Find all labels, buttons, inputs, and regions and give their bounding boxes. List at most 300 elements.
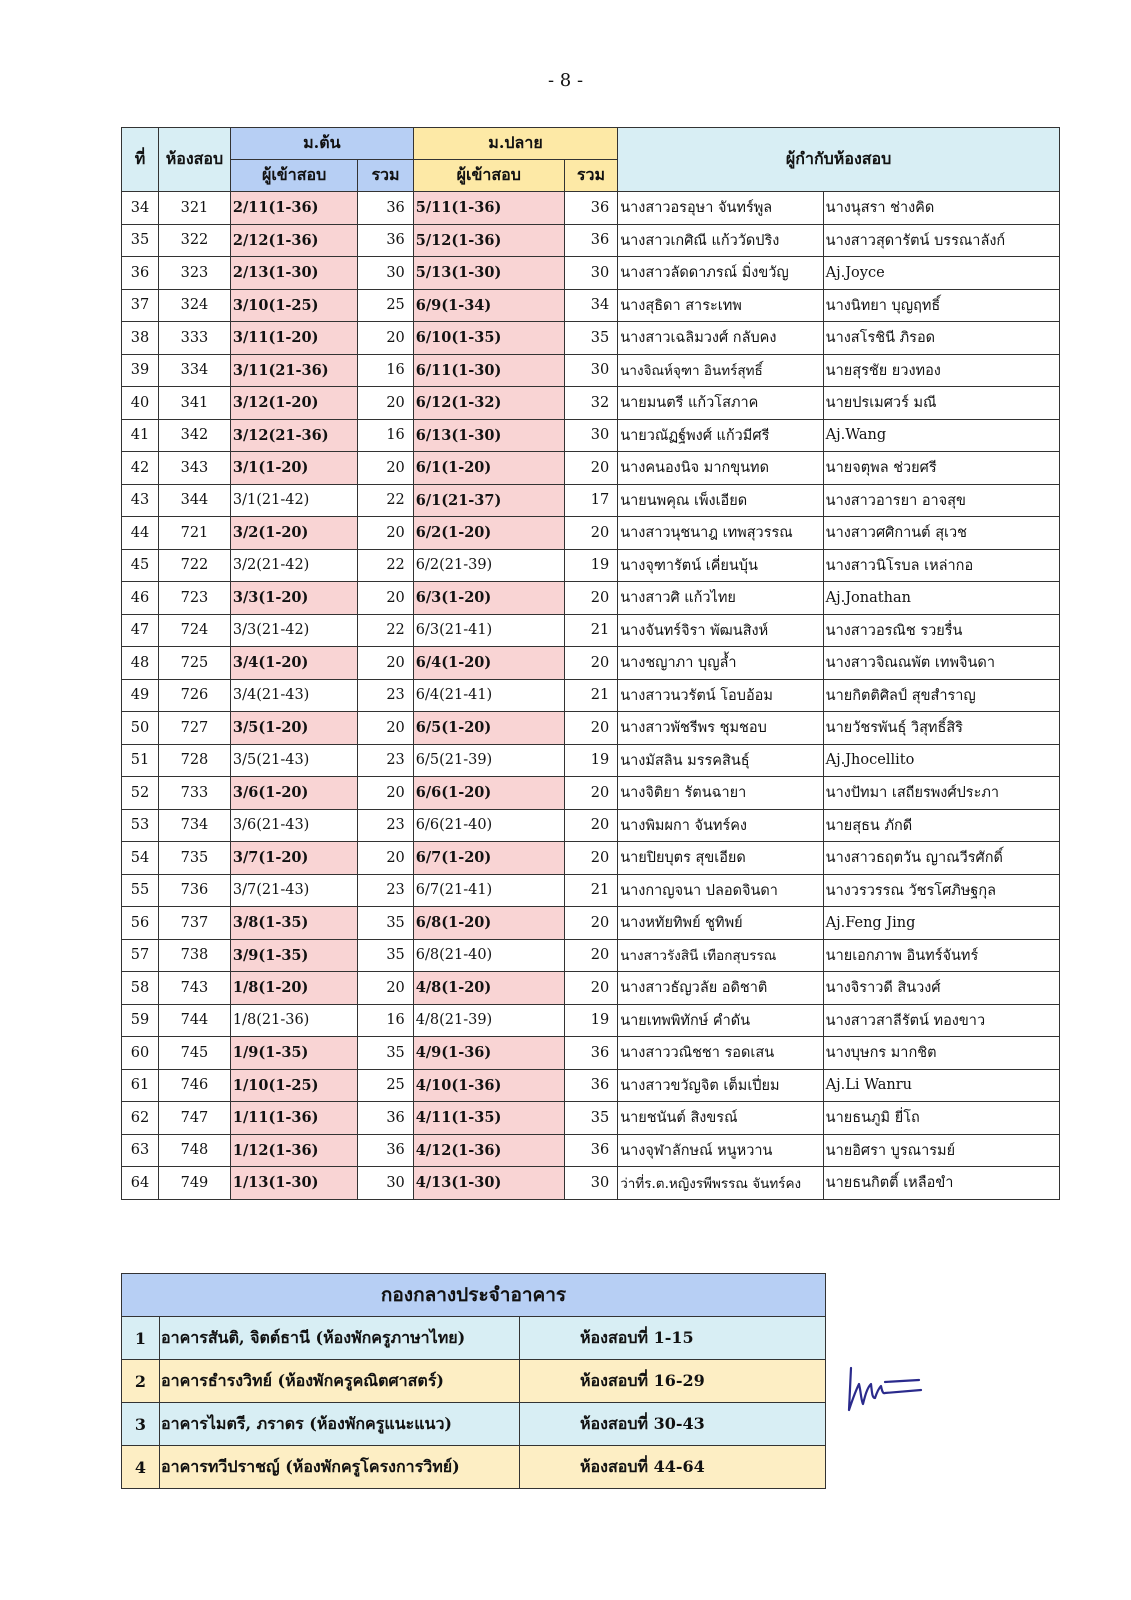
lower-examinees: 3/1(1-20)	[230, 452, 357, 485]
upper-total: 35	[564, 1102, 617, 1135]
room-number: 743	[158, 972, 230, 1005]
building-number: 3	[122, 1403, 160, 1446]
row-number: 45	[122, 549, 159, 582]
upper-total: 32	[564, 387, 617, 420]
proctor-2: นายธนภูมิ ยี่โถ	[823, 1102, 1059, 1135]
lower-examinees: 2/13(1-30)	[230, 257, 357, 290]
room-number: 344	[158, 484, 230, 517]
lower-examinees: 3/3(21-42)	[230, 614, 357, 647]
room-number: 745	[158, 1037, 230, 1070]
upper-examinees: 6/8(21-40)	[413, 939, 564, 972]
building-name: อาคารทวีปราชญ์ (ห้องพักครูโครงการวิทย์)	[160, 1446, 520, 1489]
proctor-2: นางปัทมา เสถียรพงศ์ประภา	[823, 777, 1059, 810]
building-table	[121, 1273, 826, 1489]
header-upper-examinees: ผู้เข้าสอบ	[413, 160, 564, 192]
lower-total: 36	[358, 1102, 413, 1135]
proctor-2: นางสาวสาลีรัตน์ ทองขาว	[823, 1004, 1059, 1037]
lower-examinees: 3/12(1-20)	[230, 387, 357, 420]
proctor-2: นายกิตติศิลป์ สุขสำราญ	[823, 679, 1059, 712]
proctor-1: นางคนองนิจ มากขุนทด	[618, 452, 823, 485]
building-row	[122, 1317, 826, 1360]
lower-total: 20	[358, 777, 413, 810]
room-number: 748	[158, 1134, 230, 1167]
lower-total: 20	[358, 387, 413, 420]
upper-examinees: 6/11(1-30)	[413, 354, 564, 387]
building-row	[122, 1360, 826, 1403]
upper-total: 36	[564, 1037, 617, 1070]
proctor-1: นางสาวเกศิณี แก้ววัดปริง	[618, 224, 823, 257]
table-row	[122, 257, 1060, 290]
row-number: 43	[122, 484, 159, 517]
table-row	[122, 224, 1060, 257]
room-number: 322	[158, 224, 230, 257]
proctor-1: นายวณัฏฐ์พงศ์ แก้วมีศรี	[618, 419, 823, 452]
proctor-2: นางสโรชินี ภิรอด	[823, 322, 1059, 355]
proctor-2: Aj.Jonathan	[823, 582, 1059, 615]
upper-examinees: 6/1(21-37)	[413, 484, 564, 517]
upper-examinees: 6/4(21-41)	[413, 679, 564, 712]
upper-examinees: 4/13(1-30)	[413, 1167, 564, 1200]
upper-total: 36	[564, 1134, 617, 1167]
proctor-2: นางสาวอารยา อาจสุข	[823, 484, 1059, 517]
row-number: 55	[122, 874, 159, 907]
upper-total: 20	[564, 712, 617, 745]
table-row	[122, 517, 1060, 550]
upper-examinees: 5/12(1-36)	[413, 224, 564, 257]
room-number: 724	[158, 614, 230, 647]
proctor-1: นางจุฑารัตน์ เคี่ยนบุ้น	[618, 549, 823, 582]
proctor-2: นางสาวนิโรบล เหล่ากอ	[823, 549, 1059, 582]
header-no: ที่	[122, 128, 159, 192]
lower-examinees: 3/8(1-35)	[230, 907, 357, 940]
proctor-2: นายวัชรพันธุ์ วิสุทธิ์สิริ	[823, 712, 1059, 745]
building-number: 2	[122, 1360, 160, 1403]
lower-total: 25	[358, 1069, 413, 1102]
lower-examinees: 3/2(1-20)	[230, 517, 357, 550]
lower-examinees: 3/10(1-25)	[230, 289, 357, 322]
lower-total: 20	[358, 712, 413, 745]
proctor-1: นางสาวนุชนาฎ เทพสุวรรณ	[618, 517, 823, 550]
row-number: 36	[122, 257, 159, 290]
row-number: 62	[122, 1102, 159, 1135]
header-room: ห้องสอบ	[158, 128, 230, 192]
room-number: 734	[158, 809, 230, 842]
building-table-body	[122, 1317, 826, 1489]
header-upper-total: รวม	[564, 160, 617, 192]
upper-total: 20	[564, 907, 617, 940]
upper-examinees: 4/10(1-36)	[413, 1069, 564, 1102]
lower-examinees: 1/9(1-35)	[230, 1037, 357, 1070]
lower-total: 20	[358, 322, 413, 355]
proctor-2: Aj.Feng Jing	[823, 907, 1059, 940]
upper-examinees: 6/3(21-41)	[413, 614, 564, 647]
upper-examinees: 6/7(21-41)	[413, 874, 564, 907]
lower-examinees: 3/5(21-43)	[230, 744, 357, 777]
building-row	[122, 1446, 826, 1489]
table-row	[122, 1167, 1060, 1200]
building-name: อาคารธำรงวิทย์ (ห้องพักครูคณิตศาสตร์)	[160, 1360, 520, 1403]
upper-examinees: 6/2(21-39)	[413, 549, 564, 582]
proctor-2: นางวรวรรณ วัชรโศภิษฐกุล	[823, 874, 1059, 907]
lower-total: 30	[358, 257, 413, 290]
upper-total: 30	[564, 354, 617, 387]
row-number: 57	[122, 939, 159, 972]
lower-examinees: 3/11(21-36)	[230, 354, 357, 387]
building-rooms: ห้องสอบที่ 30-43	[520, 1403, 826, 1446]
building-rooms: ห้องสอบที่ 1-15	[520, 1317, 826, 1360]
row-number: 38	[122, 322, 159, 355]
upper-total: 19	[564, 1004, 617, 1037]
room-number: 323	[158, 257, 230, 290]
upper-total: 19	[564, 549, 617, 582]
upper-examinees: 6/3(1-20)	[413, 582, 564, 615]
upper-total: 20	[564, 647, 617, 680]
upper-total: 20	[564, 972, 617, 1005]
lower-total: 20	[358, 842, 413, 875]
row-number: 54	[122, 842, 159, 875]
lower-total: 16	[358, 354, 413, 387]
building-table-title: กองกลางประจำอาคาร	[122, 1274, 826, 1317]
room-number: 333	[158, 322, 230, 355]
proctor-1: นางชญาภา บุญล้ำ	[618, 647, 823, 680]
row-number: 60	[122, 1037, 159, 1070]
lower-total: 23	[358, 809, 413, 842]
table-row	[122, 484, 1060, 517]
lower-examinees: 3/7(1-20)	[230, 842, 357, 875]
upper-total: 20	[564, 939, 617, 972]
lower-total: 35	[358, 1037, 413, 1070]
proctor-1: นางจันทร์จิรา พัฒนสิงห์	[618, 614, 823, 647]
building-name: อาคารสันติ, จิตต์ธานี (ห้องพักครูภาษาไทย)	[160, 1317, 520, 1360]
lower-examinees: 1/8(1-20)	[230, 972, 357, 1005]
upper-examinees: 6/10(1-35)	[413, 322, 564, 355]
table-row	[122, 777, 1060, 810]
proctor-1: นายนพคุณ เพ็งเอียด	[618, 484, 823, 517]
table-row	[122, 1037, 1060, 1070]
room-number: 725	[158, 647, 230, 680]
lower-total: 30	[358, 1167, 413, 1200]
lower-total: 20	[358, 517, 413, 550]
table-row	[122, 354, 1060, 387]
proctor-1: นางจิติยา รัตนฉายา	[618, 777, 823, 810]
upper-total: 20	[564, 777, 617, 810]
room-number: 723	[158, 582, 230, 615]
table-row	[122, 322, 1060, 355]
upper-examinees: 4/9(1-36)	[413, 1037, 564, 1070]
upper-total: 36	[564, 192, 617, 225]
lower-total: 16	[358, 1004, 413, 1037]
proctor-1: นางจิณห์จุฑา อินทร์สุทธิ์	[618, 354, 823, 387]
upper-total: 21	[564, 679, 617, 712]
row-number: 64	[122, 1167, 159, 1200]
proctor-1: นางกาญจนา ปลอดจินดา	[618, 874, 823, 907]
table-row	[122, 549, 1060, 582]
header-lower-total: รวม	[358, 160, 413, 192]
table-row	[122, 1069, 1060, 1102]
proctor-2: นางสาวศศิกานต์ สุเวช	[823, 517, 1059, 550]
row-number: 61	[122, 1069, 159, 1102]
proctor-1: นางสาวลัดดาภรณ์ มิ่งขวัญ	[618, 257, 823, 290]
upper-total: 20	[564, 517, 617, 550]
building-rooms: ห้องสอบที่ 44-64	[520, 1446, 826, 1489]
proctor-2: นางสาวอรณิช รวยรื่น	[823, 614, 1059, 647]
proctor-1: นางสาวขวัญจิต เต็มเปี่ยม	[618, 1069, 823, 1102]
room-number: 736	[158, 874, 230, 907]
room-number: 727	[158, 712, 230, 745]
upper-examinees: 6/4(1-20)	[413, 647, 564, 680]
row-number: 35	[122, 224, 159, 257]
room-number: 342	[158, 419, 230, 452]
upper-total: 20	[564, 809, 617, 842]
upper-total: 36	[564, 1069, 617, 1102]
upper-total: 30	[564, 419, 617, 452]
upper-examinees: 6/6(21-40)	[413, 809, 564, 842]
lower-examinees: 3/9(1-35)	[230, 939, 357, 972]
room-number: 737	[158, 907, 230, 940]
signature	[845, 1358, 925, 1418]
upper-examinees: 6/6(1-20)	[413, 777, 564, 810]
table-row	[122, 809, 1060, 842]
proctor-2: นางจิราวดี สินวงศ์	[823, 972, 1059, 1005]
page-number: - 8 -	[547, 70, 584, 91]
proctor-2: นางบุษกร มากชิต	[823, 1037, 1059, 1070]
lower-examinees: 3/6(1-20)	[230, 777, 357, 810]
table-row	[122, 712, 1060, 745]
lower-examinees: 3/7(21-43)	[230, 874, 357, 907]
row-number: 56	[122, 907, 159, 940]
table-body	[122, 192, 1060, 1200]
lower-total: 36	[358, 192, 413, 225]
upper-total: 35	[564, 322, 617, 355]
upper-examinees: 4/12(1-36)	[413, 1134, 564, 1167]
lower-examinees: 3/1(21-42)	[230, 484, 357, 517]
room-number: 341	[158, 387, 230, 420]
lower-total: 22	[358, 484, 413, 517]
lower-total: 36	[358, 1134, 413, 1167]
row-number: 34	[122, 192, 159, 225]
lower-total: 23	[358, 744, 413, 777]
proctor-1: นางสาวอรอุษา จันทร์พูล	[618, 192, 823, 225]
proctor-1: นางสาวรังสินี เทือกสุบรรณ	[618, 939, 823, 972]
row-number: 42	[122, 452, 159, 485]
lower-examinees: 3/12(21-36)	[230, 419, 357, 452]
lower-examinees: 3/2(21-42)	[230, 549, 357, 582]
lower-total: 25	[358, 289, 413, 322]
upper-examinees: 6/5(1-20)	[413, 712, 564, 745]
lower-total: 23	[358, 874, 413, 907]
upper-examinees: 6/5(21-39)	[413, 744, 564, 777]
room-number: 735	[158, 842, 230, 875]
proctor-2: นายสุธน ภักดี	[823, 809, 1059, 842]
proctor-2: นายปรเมศวร์ มณี	[823, 387, 1059, 420]
row-number: 59	[122, 1004, 159, 1037]
lower-examinees: 3/4(21-43)	[230, 679, 357, 712]
row-number: 63	[122, 1134, 159, 1167]
table-row	[122, 874, 1060, 907]
upper-total: 30	[564, 1167, 617, 1200]
row-number: 44	[122, 517, 159, 550]
proctor-1: นายปิยบุตร สุขเอียด	[618, 842, 823, 875]
row-number: 51	[122, 744, 159, 777]
upper-examinees: 4/11(1-35)	[413, 1102, 564, 1135]
row-number: 39	[122, 354, 159, 387]
header-upper-secondary: ม.ปลาย	[413, 128, 617, 160]
building-rooms: ห้องสอบที่ 16-29	[520, 1360, 826, 1403]
table-row	[122, 744, 1060, 777]
table-row	[122, 582, 1060, 615]
lower-total: 20	[358, 452, 413, 485]
proctor-1: นางสุธิดา สาระเทพ	[618, 289, 823, 322]
table-row	[122, 1004, 1060, 1037]
exam-room-table	[121, 127, 1060, 1200]
proctor-1: นางจุฬาลักษณ์ หนูหวาน	[618, 1134, 823, 1167]
upper-total: 21	[564, 614, 617, 647]
lower-total: 20	[358, 582, 413, 615]
upper-total: 19	[564, 744, 617, 777]
table-row	[122, 419, 1060, 452]
proctor-1: นายเทพพิทักษ์ คำดัน	[618, 1004, 823, 1037]
table-row	[122, 647, 1060, 680]
row-number: 58	[122, 972, 159, 1005]
lower-examinees: 2/11(1-36)	[230, 192, 357, 225]
row-number: 53	[122, 809, 159, 842]
table-row	[122, 907, 1060, 940]
lower-examinees: 3/3(1-20)	[230, 582, 357, 615]
table-row	[122, 1134, 1060, 1167]
lower-total: 23	[358, 679, 413, 712]
room-number: 738	[158, 939, 230, 972]
table-row	[122, 387, 1060, 420]
room-number: 321	[158, 192, 230, 225]
row-number: 50	[122, 712, 159, 745]
proctor-1: นางสาวพัชรีพร ชุมชอบ	[618, 712, 823, 745]
table-row	[122, 939, 1060, 972]
lower-examinees: 1/10(1-25)	[230, 1069, 357, 1102]
upper-examinees: 6/9(1-34)	[413, 289, 564, 322]
upper-examinees: 6/13(1-30)	[413, 419, 564, 452]
proctor-2: นางสาวสุดารัตน์ บรรณาลังก์	[823, 224, 1059, 257]
proctor-2: Aj.Wang	[823, 419, 1059, 452]
upper-examinees: 6/8(1-20)	[413, 907, 564, 940]
proctor-2: นายสุรชัย ยวงทอง	[823, 354, 1059, 387]
proctor-1: นางหทัยทิพย์ ชูทิพย์	[618, 907, 823, 940]
lower-total: 20	[358, 972, 413, 1005]
table-row	[122, 842, 1060, 875]
room-number: 726	[158, 679, 230, 712]
lower-total: 35	[358, 907, 413, 940]
row-number: 47	[122, 614, 159, 647]
upper-examinees: 4/8(21-39)	[413, 1004, 564, 1037]
proctor-2: นายจตุพล ช่วยศรี	[823, 452, 1059, 485]
room-number: 747	[158, 1102, 230, 1135]
header-lower-examinees: ผู้เข้าสอบ	[230, 160, 357, 192]
room-number: 334	[158, 354, 230, 387]
room-number: 343	[158, 452, 230, 485]
table-row	[122, 972, 1060, 1005]
room-number: 744	[158, 1004, 230, 1037]
lower-total: 22	[358, 549, 413, 582]
upper-examinees: 6/2(1-20)	[413, 517, 564, 550]
proctor-2: นายธนกิตติ์ เหลือขำ	[823, 1167, 1059, 1200]
lower-total: 22	[358, 614, 413, 647]
table-row	[122, 452, 1060, 485]
upper-examinees: 6/12(1-32)	[413, 387, 564, 420]
proctor-2: Aj.Jhocellito	[823, 744, 1059, 777]
row-number: 37	[122, 289, 159, 322]
proctor-1: นางมัสลิน มรรคสินธุ์	[618, 744, 823, 777]
upper-total: 21	[564, 874, 617, 907]
table-row	[122, 679, 1060, 712]
upper-examinees: 6/1(1-20)	[413, 452, 564, 485]
row-number: 41	[122, 419, 159, 452]
room-number: 746	[158, 1069, 230, 1102]
header-proctors: ผู้กำกับห้องสอบ	[618, 128, 1060, 192]
building-row	[122, 1403, 826, 1446]
room-number: 749	[158, 1167, 230, 1200]
room-number: 733	[158, 777, 230, 810]
upper-examinees: 6/7(1-20)	[413, 842, 564, 875]
upper-examinees: 5/11(1-36)	[413, 192, 564, 225]
room-number: 721	[158, 517, 230, 550]
table-row	[122, 289, 1060, 322]
proctor-1: นางสาวศิ แก้วไทย	[618, 582, 823, 615]
upper-total: 36	[564, 224, 617, 257]
lower-examinees: 3/5(1-20)	[230, 712, 357, 745]
upper-total: 30	[564, 257, 617, 290]
building-name: อาคารไมตรี, ภราดร (ห้องพักครูแนะแนว)	[160, 1403, 520, 1446]
proctor-2: นางสาวธฤตวัน ญาณวีรศักดิ์	[823, 842, 1059, 875]
lower-total: 20	[358, 647, 413, 680]
proctor-1: นายมนตรี แก้วโสภาค	[618, 387, 823, 420]
table-row	[122, 192, 1060, 225]
header-lower-secondary: ม.ต้น	[230, 128, 413, 160]
lower-examinees: 1/13(1-30)	[230, 1167, 357, 1200]
lower-examinees: 1/12(1-36)	[230, 1134, 357, 1167]
room-number: 722	[158, 549, 230, 582]
room-number: 324	[158, 289, 230, 322]
upper-examinees: 5/13(1-30)	[413, 257, 564, 290]
upper-total: 20	[564, 582, 617, 615]
building-number: 4	[122, 1446, 160, 1489]
lower-examinees: 3/4(1-20)	[230, 647, 357, 680]
lower-examinees: 1/8(21-36)	[230, 1004, 357, 1037]
row-number: 52	[122, 777, 159, 810]
table-row	[122, 614, 1060, 647]
upper-examinees: 4/8(1-20)	[413, 972, 564, 1005]
proctor-1: นางสาวธัญวลัย อดิชาติ	[618, 972, 823, 1005]
proctor-1: นางสาวเฉลิมวงศ์ กลับคง	[618, 322, 823, 355]
proctor-2: นางสาวจิณณพัต เทพจินดา	[823, 647, 1059, 680]
proctor-1: นายชนันต์ สิงขรณ์	[618, 1102, 823, 1135]
lower-examinees: 3/11(1-20)	[230, 322, 357, 355]
row-number: 48	[122, 647, 159, 680]
lower-total: 36	[358, 224, 413, 257]
upper-total: 17	[564, 484, 617, 517]
building-number: 1	[122, 1317, 160, 1360]
proctor-1: นางสาววณิชชา รอดเสน	[618, 1037, 823, 1070]
proctor-2: นายเอกภาพ อินทร์จันทร์	[823, 939, 1059, 972]
lower-total: 35	[358, 939, 413, 972]
row-number: 49	[122, 679, 159, 712]
upper-total: 20	[564, 842, 617, 875]
lower-examinees: 3/6(21-43)	[230, 809, 357, 842]
upper-total: 34	[564, 289, 617, 322]
proctor-2: นายอิศรา บูรณารมย์	[823, 1134, 1059, 1167]
lower-examinees: 2/12(1-36)	[230, 224, 357, 257]
room-number: 728	[158, 744, 230, 777]
row-number: 46	[122, 582, 159, 615]
proctor-1: นางสาวนวรัตน์ โอบอ้อม	[618, 679, 823, 712]
